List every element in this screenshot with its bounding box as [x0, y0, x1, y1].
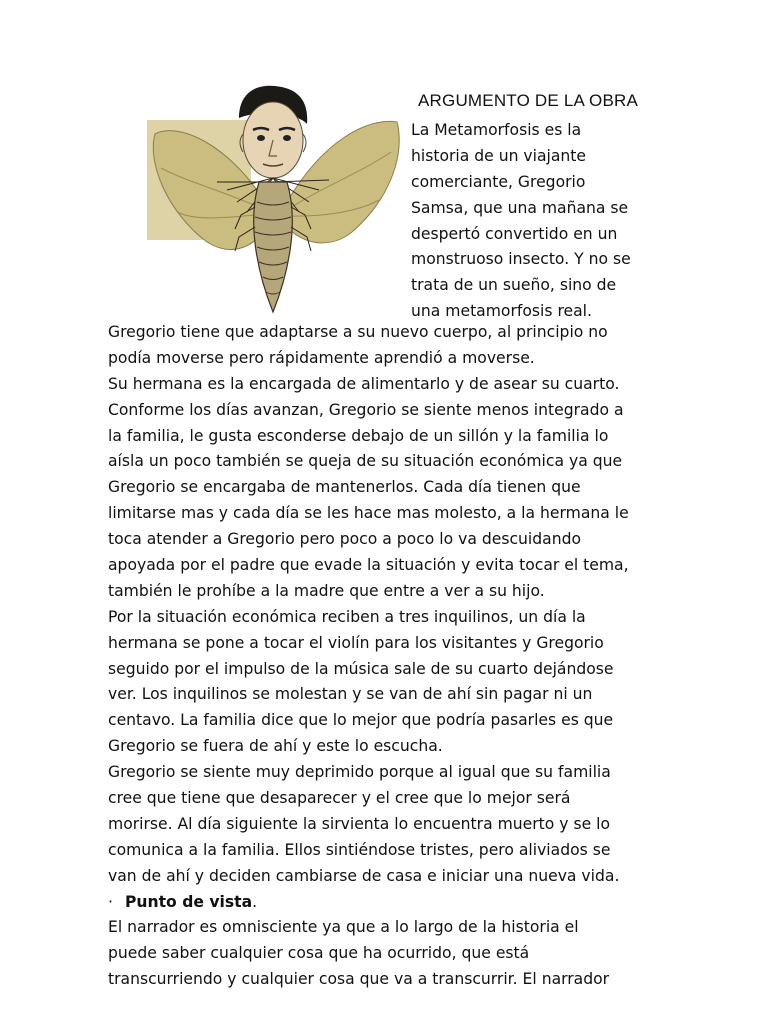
body-paragraphs: [108, 320, 668, 993]
text-line: Conforme los días avanzan, Gregorio se siente menos integrado a: [108, 400, 624, 419]
text-line: también le prohíbe a la madre que entre a ver a su hijo.: [108, 581, 545, 600]
kafka-insect-illustration: [147, 82, 405, 316]
text-line: apoyada por el padre que evade la situación y evita tocar el tema,: [108, 556, 629, 575]
text-line: comerciante, Gregorio: [411, 172, 586, 191]
text-line: Gregorio se fuera de ahí y este lo escucha.: [108, 737, 443, 756]
text-line: Gregorio tiene que adaptarse a su nuevo cuerpo, al principio no: [108, 323, 608, 341]
intro-paragraph: [411, 118, 711, 325]
text-line: La Metamorfosis es la: [411, 121, 582, 139]
text-line: despertó convertido en un: [411, 224, 618, 243]
text-line: Su hermana es la encargada de alimentarlo y de asear su cuarto.: [108, 374, 620, 393]
section-title-suffix: .: [252, 892, 258, 911]
text-line: aísla un poco también se queja de su situación económica ya que: [108, 452, 623, 471]
text-line: Por la situación económica reciben a tres inquilinos, un día la: [108, 607, 586, 626]
section-heading: ARGUMENTO DE LA OBRA: [418, 91, 639, 110]
text-line: cree que tiene que desaparecer y el cree que lo mejor será: [108, 789, 571, 808]
text-line: trata de un sueño, sino de: [411, 276, 617, 295]
text-line: van de ahí y deciden cambiarse de casa e iniciar una nueva vida.: [108, 866, 620, 885]
text-line: Gregorio se siente muy deprimido porque al igual que su familia: [108, 763, 611, 782]
text-line: El narrador es omnisciente ya que a lo largo de la historia el: [108, 918, 579, 937]
text-line: historia de un viajante: [411, 146, 587, 165]
text-line: podía moverse pero rápidamente aprendió a moverse.: [108, 348, 535, 367]
section-title: Punto de vista: [124, 892, 253, 911]
text-line: monstruoso insecto. Y no se: [411, 250, 631, 269]
text-line: limitarse mas y cada día se les hace mas molesto, a la hermana le: [108, 504, 629, 523]
text-line: una metamorfosis real.: [411, 302, 592, 321]
text-line: transcurriendo y cualquier cosa que va a transcurrir. El narrador: [108, 970, 610, 989]
text-line: morirse. Al día siguiente la sirvienta lo encuentra muerto y se lo: [108, 814, 611, 833]
text-line: Samsa, que una mañana se: [411, 198, 629, 217]
text-line: seguido por el impulso de la música sale de su cuarto dejándose: [108, 659, 614, 678]
text-line: Gregorio se encargaba de mantenerlos. Cada día tienen que: [108, 478, 581, 497]
text-line: ver. Los inquilinos se molestan y se van de ahí sin pagar ni un: [108, 685, 593, 704]
text-line: puede saber cualquier cosa que ha ocurrido, que está: [108, 944, 530, 963]
text-line: comunica a la familia. Ellos sintiéndose tristes, pero aliviados se: [108, 840, 611, 859]
text-line: hermana se pone a tocar el violín para los visitantes y Gregorio: [108, 633, 604, 652]
bullet: ·: [108, 892, 113, 911]
text-line: la familia, le gusta esconderse debajo de un sillón y la familia lo: [108, 426, 609, 445]
text-line: toca atender a Gregorio pero poco a poco lo va descuidando: [108, 530, 582, 549]
section-heading-line: [108, 890, 668, 916]
text-line: centavo. La familia dice que lo mejor que podría pasarles es que: [108, 711, 614, 730]
